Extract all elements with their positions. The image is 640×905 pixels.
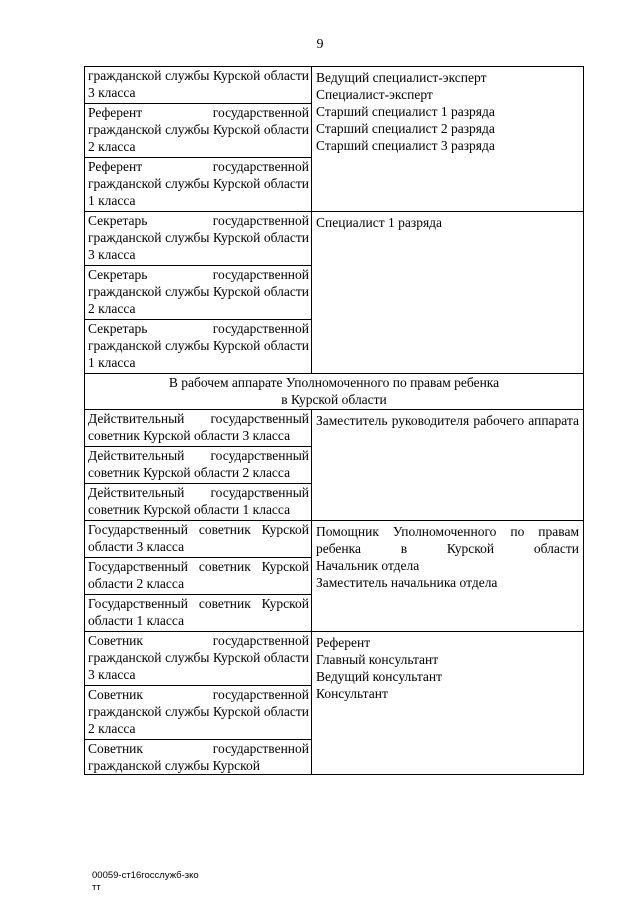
left-column: [85, 632, 312, 774]
table-row: [84, 632, 584, 775]
rank-cell: Референт государственной гражданской службы Курской области 1 класса: [85, 157, 311, 211]
rank-cell: гражданской службы Курской области 3 класса: [88, 68, 309, 100]
position-line: Старший специалист 2 разряда: [316, 121, 495, 136]
left-column: [85, 67, 312, 211]
section-heading-row: [84, 374, 584, 410]
table-row: [84, 410, 584, 521]
rank-cell: Государственный советник Курской области 2 класса: [85, 557, 311, 594]
position-line: Ведущий специалист-эксперт: [316, 70, 487, 85]
position-line: Специалист 1 разряда: [316, 215, 443, 230]
page-number: 9: [316, 37, 324, 52]
left-column: [85, 212, 312, 373]
position-line: Консультант: [316, 686, 388, 701]
section-heading-line: в Курской области: [281, 392, 387, 407]
document-footer: [92, 870, 199, 894]
rank-cell: Государственный советник Курской области 3 класса: [88, 522, 309, 554]
position-line: Заместитель руководителя рабочего аппарата: [316, 413, 579, 428]
positions-cell: [312, 521, 583, 631]
positions-cell: [312, 632, 583, 774]
position-line: Главный консультант: [316, 652, 439, 667]
rank-cell: Секретарь государственной гражданской службы Курской области 1 класса: [85, 319, 311, 373]
rank-cell: Действительный государственный советник Курской области 2 класса: [85, 446, 311, 483]
rank-cell: Секретарь государственной гражданской службы Курской области 2 класса: [85, 265, 311, 319]
positions-cell: [312, 67, 583, 211]
positions-cell: [312, 212, 583, 373]
position-line: Начальник отдела: [316, 558, 420, 573]
position-line: Специалист-эксперт: [316, 87, 433, 102]
left-column: [85, 521, 312, 631]
table-row: [84, 521, 584, 632]
position-line: Заместитель начальника отдела: [316, 575, 498, 590]
position-line: Референт: [316, 635, 371, 650]
rank-cell: Секретарь государственной гражданской службы Курской области 3 класса: [88, 213, 309, 262]
position-line: Старший специалист 1 разряда: [316, 104, 495, 119]
position-line: Ведущий консультант: [316, 669, 443, 684]
section-heading-line: В рабочем аппарате Уполномоченного по правам ребенка: [168, 375, 500, 390]
positions-cell: [312, 410, 583, 520]
footer-suffix: тт: [92, 882, 101, 893]
position-line: Старший специалист 3 разряда: [316, 138, 495, 153]
rank-cell: Советник государственной гражданской службы Курской: [85, 739, 311, 774]
rank-cell: Действительный государственный советник Курской области 3 класса: [88, 411, 309, 443]
rank-cell: Государственный советник Курской области 1 класса: [85, 594, 311, 631]
table-row: [84, 212, 584, 374]
rank-cell: Действительный государственный советник Курской области 1 класса: [85, 483, 311, 520]
positions-table: [84, 66, 584, 775]
position-line: Помощник Уполномоченного по правам ребенка в Курской области: [316, 524, 579, 556]
rank-cell: Советник государственной гражданской службы Курской области 2 класса: [85, 685, 311, 739]
left-column: [85, 410, 312, 520]
footer-code: 00059-ст16госслужб-зко: [92, 870, 199, 881]
rank-cell: Референт государственной гражданской службы Курской области 2 класса: [85, 103, 311, 157]
section-heading: [85, 374, 583, 409]
rank-cell: Советник государственной гражданской службы Курской области 3 класса: [88, 633, 309, 682]
table-row: [84, 66, 584, 212]
